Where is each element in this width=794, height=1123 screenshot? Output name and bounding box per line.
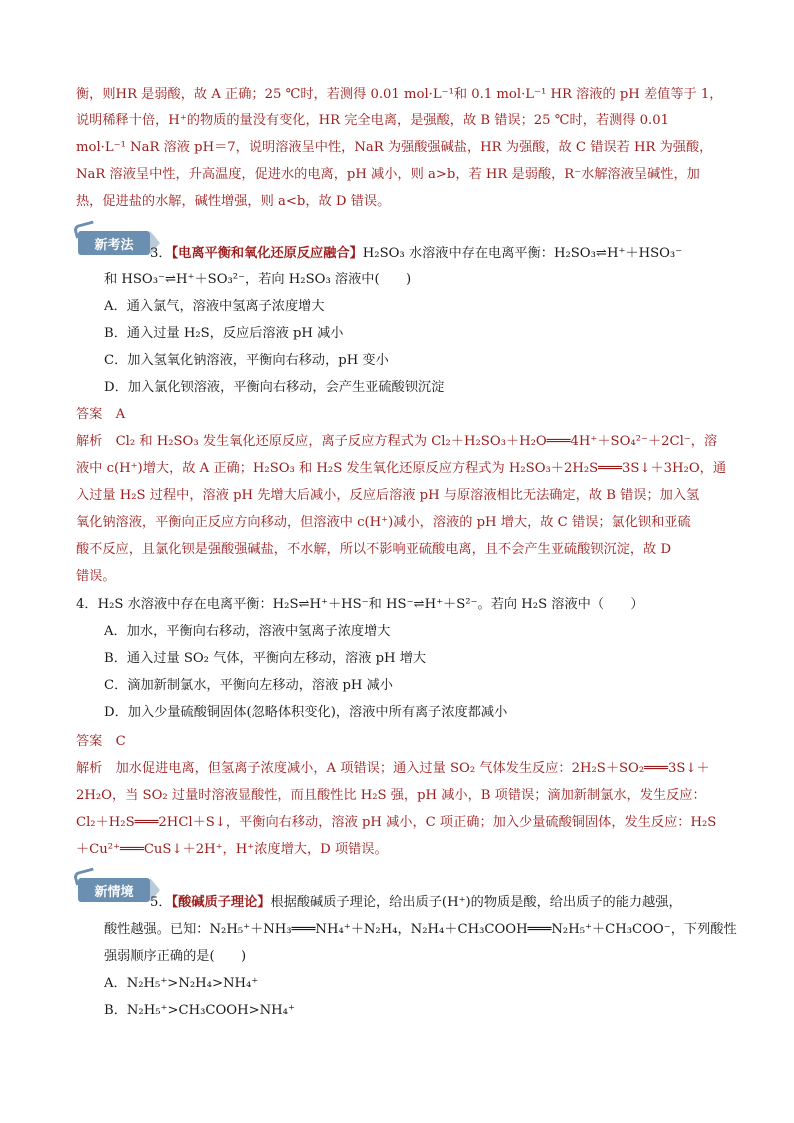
question-4-analysis-line-2: 2H₂O，当 SO₂ 过量时溶液显酸性，而且酸性比 H₂S 强，pH 减小，B 项错误；滴加新制氯水，发生反应： — [76, 788, 706, 803]
new-method-tag — [78, 231, 160, 255]
new-context-tag — [78, 878, 160, 902]
question-3-option-d: D．加入氯化钡溶液，平衡向右移动，会产生亚硫酸钡沉淀 — [104, 380, 445, 395]
question-stem-text: H₂SO₃ 水溶液中存在电离平衡：H₂SO₃⇌H⁺＋HSO₃⁻ — [362, 246, 683, 261]
question-5-option-b: B．N₂H₅⁺>CH₃COOH>NH₄⁺ — [104, 1003, 295, 1018]
question-4-option-a: A．加水，平衡向右移动，溶液中氢离子浓度增大 — [104, 624, 391, 639]
question-number: 3． — [150, 246, 172, 261]
question-3-stem-line-1 — [150, 245, 682, 263]
tag-label: 新情境 — [78, 878, 150, 902]
question-4-option-c: C．滴加新制氯水，平衡向左移动，溶液 pH 减小 — [104, 678, 393, 693]
analysis-continued-line-2: 说明稀释十倍，H⁺的物质的量没有变化，HR 完全电离，是强酸，故 B 错误；25 ℃时，若测得 0.01 — [76, 113, 669, 128]
question-3-analysis-line-3: 入过量 H₂S 过程中，溶液 pH 先增大后减小，反应后溶液 pH 与原溶液相比无法确定，故 B 错误；加入氢 — [76, 488, 700, 503]
question-5-stem-line-2: 酸性越强。已知：N₂H₅⁺＋NH₃═══NH₄⁺＋N₂H₄，N₂H₄＋CH₃COOH═══N₂H₅⁺＋CH₃COO⁻，下列酸性 — [104, 922, 737, 937]
question-3-option-a: A．通入氯气，溶液中氢离子浓度增大 — [104, 299, 325, 314]
question-4-analysis-line-4: ＋Cu²⁺═══CuS↓＋2H⁺，H⁺浓度增大，D 项错误。 — [76, 842, 388, 857]
answer-label: 答案 — [76, 407, 103, 422]
analysis-text: Cl₂ 和 H₂SO₃ 发生氧化还原反应，离子反应方程式为 Cl₂＋H₂SO₃＋H₂O═══4H⁺＋SO₄²⁻＋2Cl⁻，溶 — [115, 434, 718, 449]
analysis-continued-line-1: 衡，则HR 是弱酸，故 A 正确；25 ℃时，若测得 0.01 mol·L⁻¹和 0.1 mol·L⁻¹ HR 溶液的 pH 差值等于 1， — [76, 87, 723, 102]
question-3-answer — [76, 406, 125, 424]
question-5-stem-line-1 — [150, 894, 682, 912]
question-3-option-c: C．加入氢氧化钠溶液，平衡向右移动，pH 变小 — [104, 353, 389, 368]
question-3-stem-line-2: 和 HSO₃⁻⇌H⁺＋SO₃²⁻，若向 H₂SO₃ 溶液中( ) — [104, 272, 412, 287]
analysis-label: 解析 — [76, 434, 103, 449]
question-4-stem: 4．H₂S 水溶液中存在电离平衡：H₂S⇌H⁺＋HS⁻和 HS⁻⇌H⁺＋S²⁻。若向 H₂S 溶液中（ ） — [76, 597, 644, 612]
question-topic: 【酸碱质子理论】 — [171, 895, 271, 910]
question-3-option-b: B．通入过量 H₂S，反应后溶液 pH 减小 — [104, 326, 344, 341]
analysis-continued-line-5: 热，促进盐的水解，碱性增强，则 a<b，故 D 错误。 — [76, 194, 391, 209]
question-5-option-a: A．N₂H₅⁺>N₂H₄>NH₄⁺ — [104, 976, 259, 991]
question-4-analysis-line-3: Cl₂＋H₂S═══2HCl＋S↓，平衡向右移动，溶液 pH 减小，C 项正确；加入少量硫酸铜固体，发生反应：H₂S — [76, 815, 717, 830]
question-4-option-d: D．加入少量硫酸铜固体(忽略体积变化)，溶液中所有离子浓度都减小 — [104, 705, 508, 720]
question-3-analysis-line-4: 氧化钠溶液，平衡向正反应方向移动，但溶液中 c(H⁺)减小，溶液的 pH 增大，故 C 错误；氯化钡和亚硫 — [76, 515, 691, 530]
question-topic: 【电离平衡和氧化还原反应融合】 — [171, 246, 363, 261]
question-3-analysis-line-6: 错误。 — [76, 569, 116, 584]
answer-value: C — [115, 734, 126, 749]
answer-value: A — [115, 407, 126, 422]
analysis-label: 解析 — [76, 761, 103, 776]
question-stem-text: 根据酸碱质子理论，给出质子(H⁺)的物质是酸，给出质子的能力越强， — [270, 895, 682, 910]
question-5-stem-line-3: 强弱顺序正确的是( ) — [104, 949, 247, 964]
analysis-continued-line-4: NaR 溶液呈中性，升高温度，促进水的电离，pH 减小，则 a>b，若 HR 是弱酸，R⁻水解溶液呈碱性，加 — [76, 167, 700, 182]
question-3-analysis-line-1 — [76, 433, 717, 451]
question-4-analysis-line-1 — [76, 760, 710, 778]
question-3-analysis-line-2: 液中 c(H⁺)增大，故 A 正确；H₂SO₃ 和 H₂S 发生氧化还原反应方程式为 H₂SO₃＋2H₂S═══3S↓＋3H₂O，通 — [76, 461, 727, 476]
tag-label: 新考法 — [78, 231, 150, 255]
answer-label: 答案 — [76, 734, 103, 749]
analysis-text: 加水促进电离，但氢离子浓度减小，A 项错误；通入过量 SO₂ 气体发生反应：2H₂S＋SO₂═══3S↓＋ — [115, 761, 710, 776]
question-3-analysis-line-5: 酸不反应，且氯化钡是强酸强碱盐，不水解，所以不影响亚硫酸电离，且不会产生亚硫酸钡沉淀，故 D — [76, 542, 672, 557]
analysis-continued-line-3: mol·L⁻¹ NaR 溶液 pH＝7，说明溶液呈中性，NaR 为强酸强碱盐，HR 为强酸，故 C 错误若 HR 为强酸， — [76, 140, 713, 155]
question-4-answer — [76, 733, 126, 751]
question-4-option-b: B．通入过量 SO₂ 气体，平衡向左移动，溶液 pH 增大 — [104, 651, 427, 666]
question-number: 5． — [150, 895, 172, 910]
